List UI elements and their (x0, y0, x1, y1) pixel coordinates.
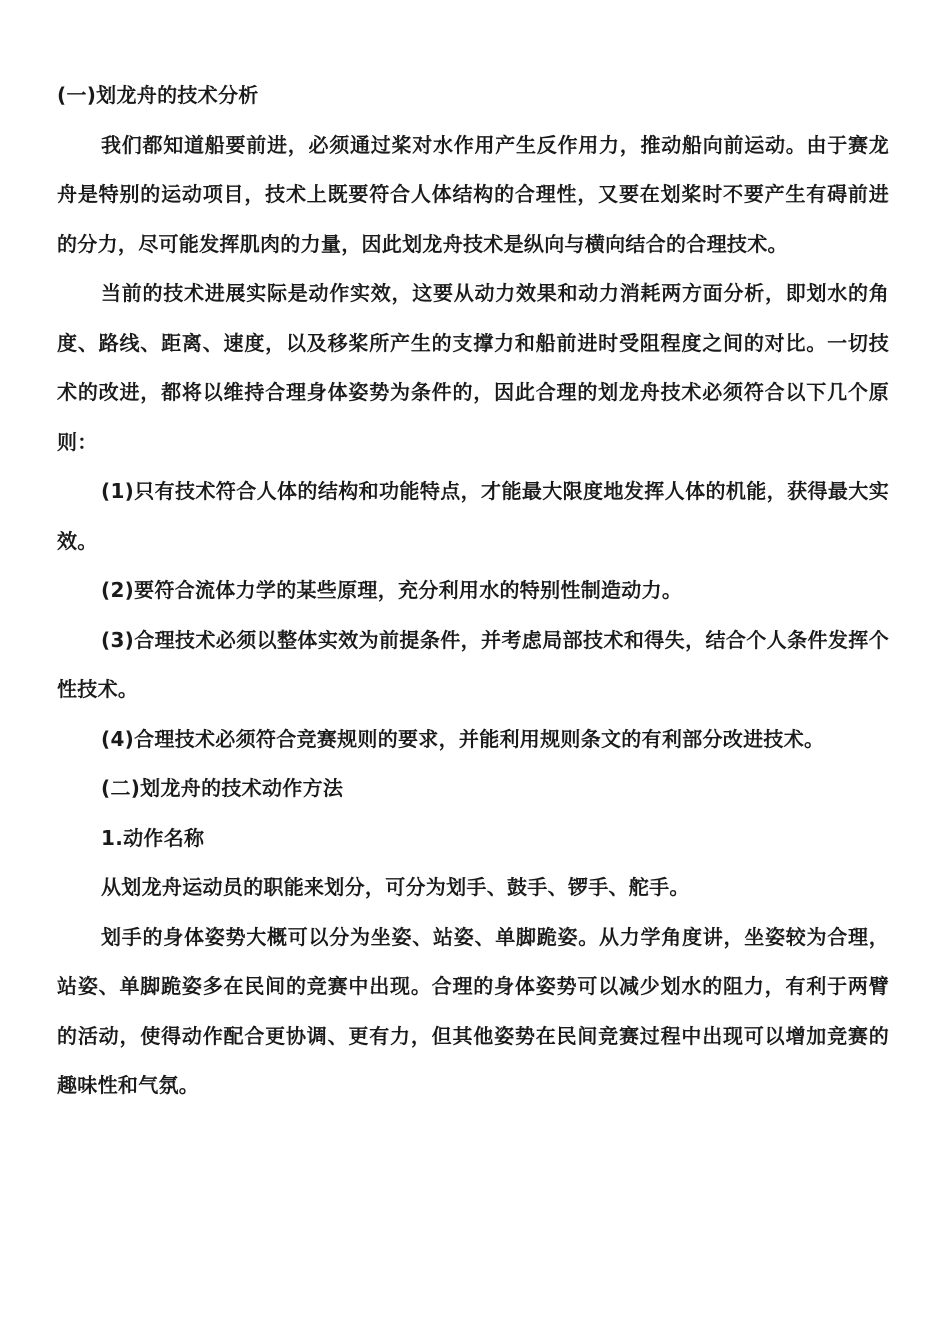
paragraph-roles: 从划龙舟运动员的职能来划分，可分为划手、鼓手、锣手、舵手。 (101, 875, 690, 899)
section-heading-technical-methods: (二)划龙舟的技术动作方法 (101, 776, 344, 800)
principle-item-3: (3)合理技术必须以整体实效为前提条件，并考虑局部技术和得失，结合个人条件发挥个性技术。 (57, 627, 889, 701)
paragraph-propulsion: 我们都知道船要前进，必须通过桨对水作用产生反作用力，推动船向前运动。由于赛龙舟是特别的运动项目，技术上既要符合人体结构的合理性，又要在划桨时不要产生有碍前进的分力，尽可能发挥肌肉的力量，因此划龙舟技术是纵向与横向结合的合理技术。 (57, 132, 889, 256)
subheading-action-names: 1.动作名称 (101, 825, 205, 850)
paragraph-technique-progress: 当前的技术进展实际是动作实效，这要从动力效果和动力消耗两方面分析，即划水的角度、路线、距离、速度，以及移桨所产生的支撑力和船前进时受阻程度之间的对比。一切技术的改进，都将以维持合理身体姿势为条件的，因此合理的划龙舟技术必须符合以下几个原则： (57, 281, 889, 454)
principle-item-4: (4)合理技术必须符合竞赛规则的要求，并能利用规则条文的有利部分改进技术。 (101, 726, 825, 751)
document-body (57, 71, 889, 1111)
principle-item-1: (1)只有技术符合人体的结构和功能特点，才能最大限度地发挥人体的机能，获得最大实效。 (57, 479, 889, 553)
section-heading-technical-analysis: (一)划龙舟的技术分析 (57, 83, 259, 107)
principle-item-2: (2)要符合流体力学的某些原理，充分利用水的特别性制造动力。 (101, 578, 683, 602)
paragraph-body-posture: 划手的身体姿势大概可以分为坐姿、站姿、单脚跪姿。从力学角度讲，坐姿较为合理，站姿、单脚跪姿多在民间的竞赛中出现。合理的身体姿势可以减少划水的阻力，有利于两臂的活动，使得动作配合更协调、更有力，但其他姿势在民间竞赛过程中出现可以增加竞赛的趣味性和气氛。 (57, 924, 889, 1097)
